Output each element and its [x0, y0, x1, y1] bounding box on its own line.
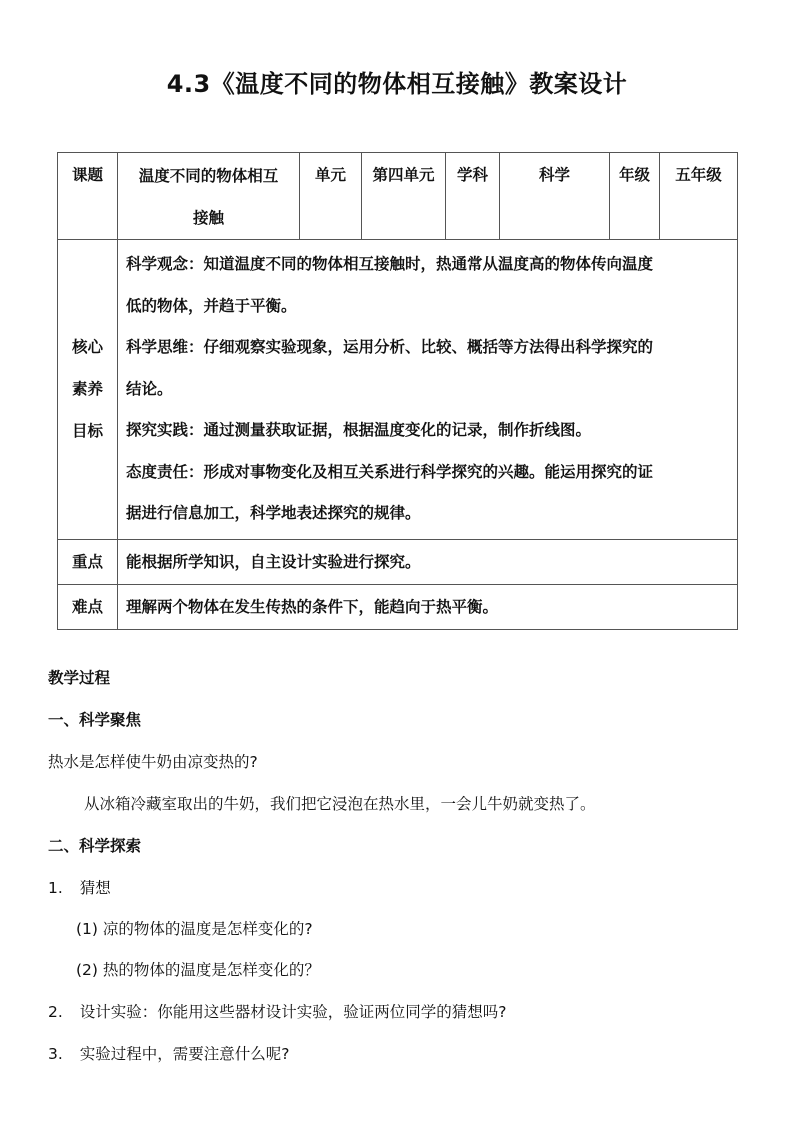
grade-label: 年级	[610, 153, 660, 240]
focus-paragraph: 从冰箱冷藏室取出的牛奶，我们把它浸泡在热水里，一会儿牛奶就变热了。	[84, 795, 596, 813]
list-number: 1.	[48, 879, 63, 897]
sub-list-item: (2) 热的物体的温度是怎样变化的？	[76, 961, 320, 979]
goal-line: 科学思维：仔细观察实验现象，运用分析、比较、概括等方法得出科学探究的	[126, 338, 654, 356]
document-title: 4.3《温度不同的物体相互接触》教案设计	[166, 70, 628, 98]
key-point-text: 能根据所学知识，自主设计实验进行探究。	[118, 539, 738, 584]
unit-label: 单元	[300, 153, 362, 240]
sub-list-item: (1) 凉的物体的温度是怎样变化的?	[76, 920, 313, 938]
core-label-line2: 素养	[71, 380, 103, 399]
goal-line: 低的物体，并趋于平衡。	[126, 296, 297, 315]
key-point-row	[58, 539, 738, 584]
core-label-line3: 目标	[71, 422, 103, 441]
topic-value-line2: 接触	[192, 209, 224, 227]
core-label	[58, 240, 118, 540]
difficulty-label: 难点	[58, 584, 118, 629]
list-item	[48, 876, 111, 898]
topic-value-line1: 温度不同的物体相互	[138, 167, 279, 185]
list-text: 猜想	[79, 879, 111, 897]
goal-line: 据进行信息加工，科学地表述探究的规律。	[126, 504, 421, 522]
lesson-info-table	[57, 152, 738, 630]
list-text: 设计实验：你能用这些器材设计实验，验证两位同学的猜想吗?	[79, 1003, 507, 1021]
focus-question: 热水是怎样使牛奶由凉变热的?	[48, 753, 258, 771]
list-number: 2.	[48, 1003, 63, 1021]
core-label-line1: 核心	[71, 338, 103, 357]
key-point-label: 重点	[58, 539, 118, 584]
list-number: 3.	[48, 1045, 63, 1063]
difficulty-text: 理解两个物体在发生传热的条件下，能趋向于热平衡。	[118, 584, 738, 629]
list-item	[48, 1042, 289, 1064]
goal-line: 态度责任：形成对事物变化及相互关系进行科学探究的兴趣。能运用探究的证	[126, 462, 654, 481]
difficulty-row	[58, 584, 738, 629]
core-row	[58, 240, 738, 540]
goal-line: 科学观念：知道温度不同的物体相互接触时，热通常从温度高的物体传向温度	[126, 255, 654, 273]
section-heading-focus: 一、科学聚焦	[48, 711, 142, 729]
unit-value: 第四单元	[362, 153, 446, 240]
topic-value	[118, 153, 300, 240]
list-text: 实验过程中，需要注意什么呢?	[79, 1045, 290, 1063]
topic-label: 课题	[58, 153, 118, 240]
core-goals	[118, 240, 738, 540]
subject-value: 科学	[500, 153, 610, 240]
header-row	[58, 153, 738, 240]
goal-line: 探究实践：通过测量获取证据，根据温度变化的记录，制作折线图。	[126, 421, 592, 439]
subject-label: 学科	[446, 153, 500, 240]
grade-value: 五年级	[660, 153, 738, 240]
goal-line: 结论。	[126, 379, 173, 398]
section-heading-explore: 二、科学探索	[48, 837, 142, 855]
process-heading: 教学过程	[48, 669, 111, 687]
list-item	[48, 1000, 506, 1022]
